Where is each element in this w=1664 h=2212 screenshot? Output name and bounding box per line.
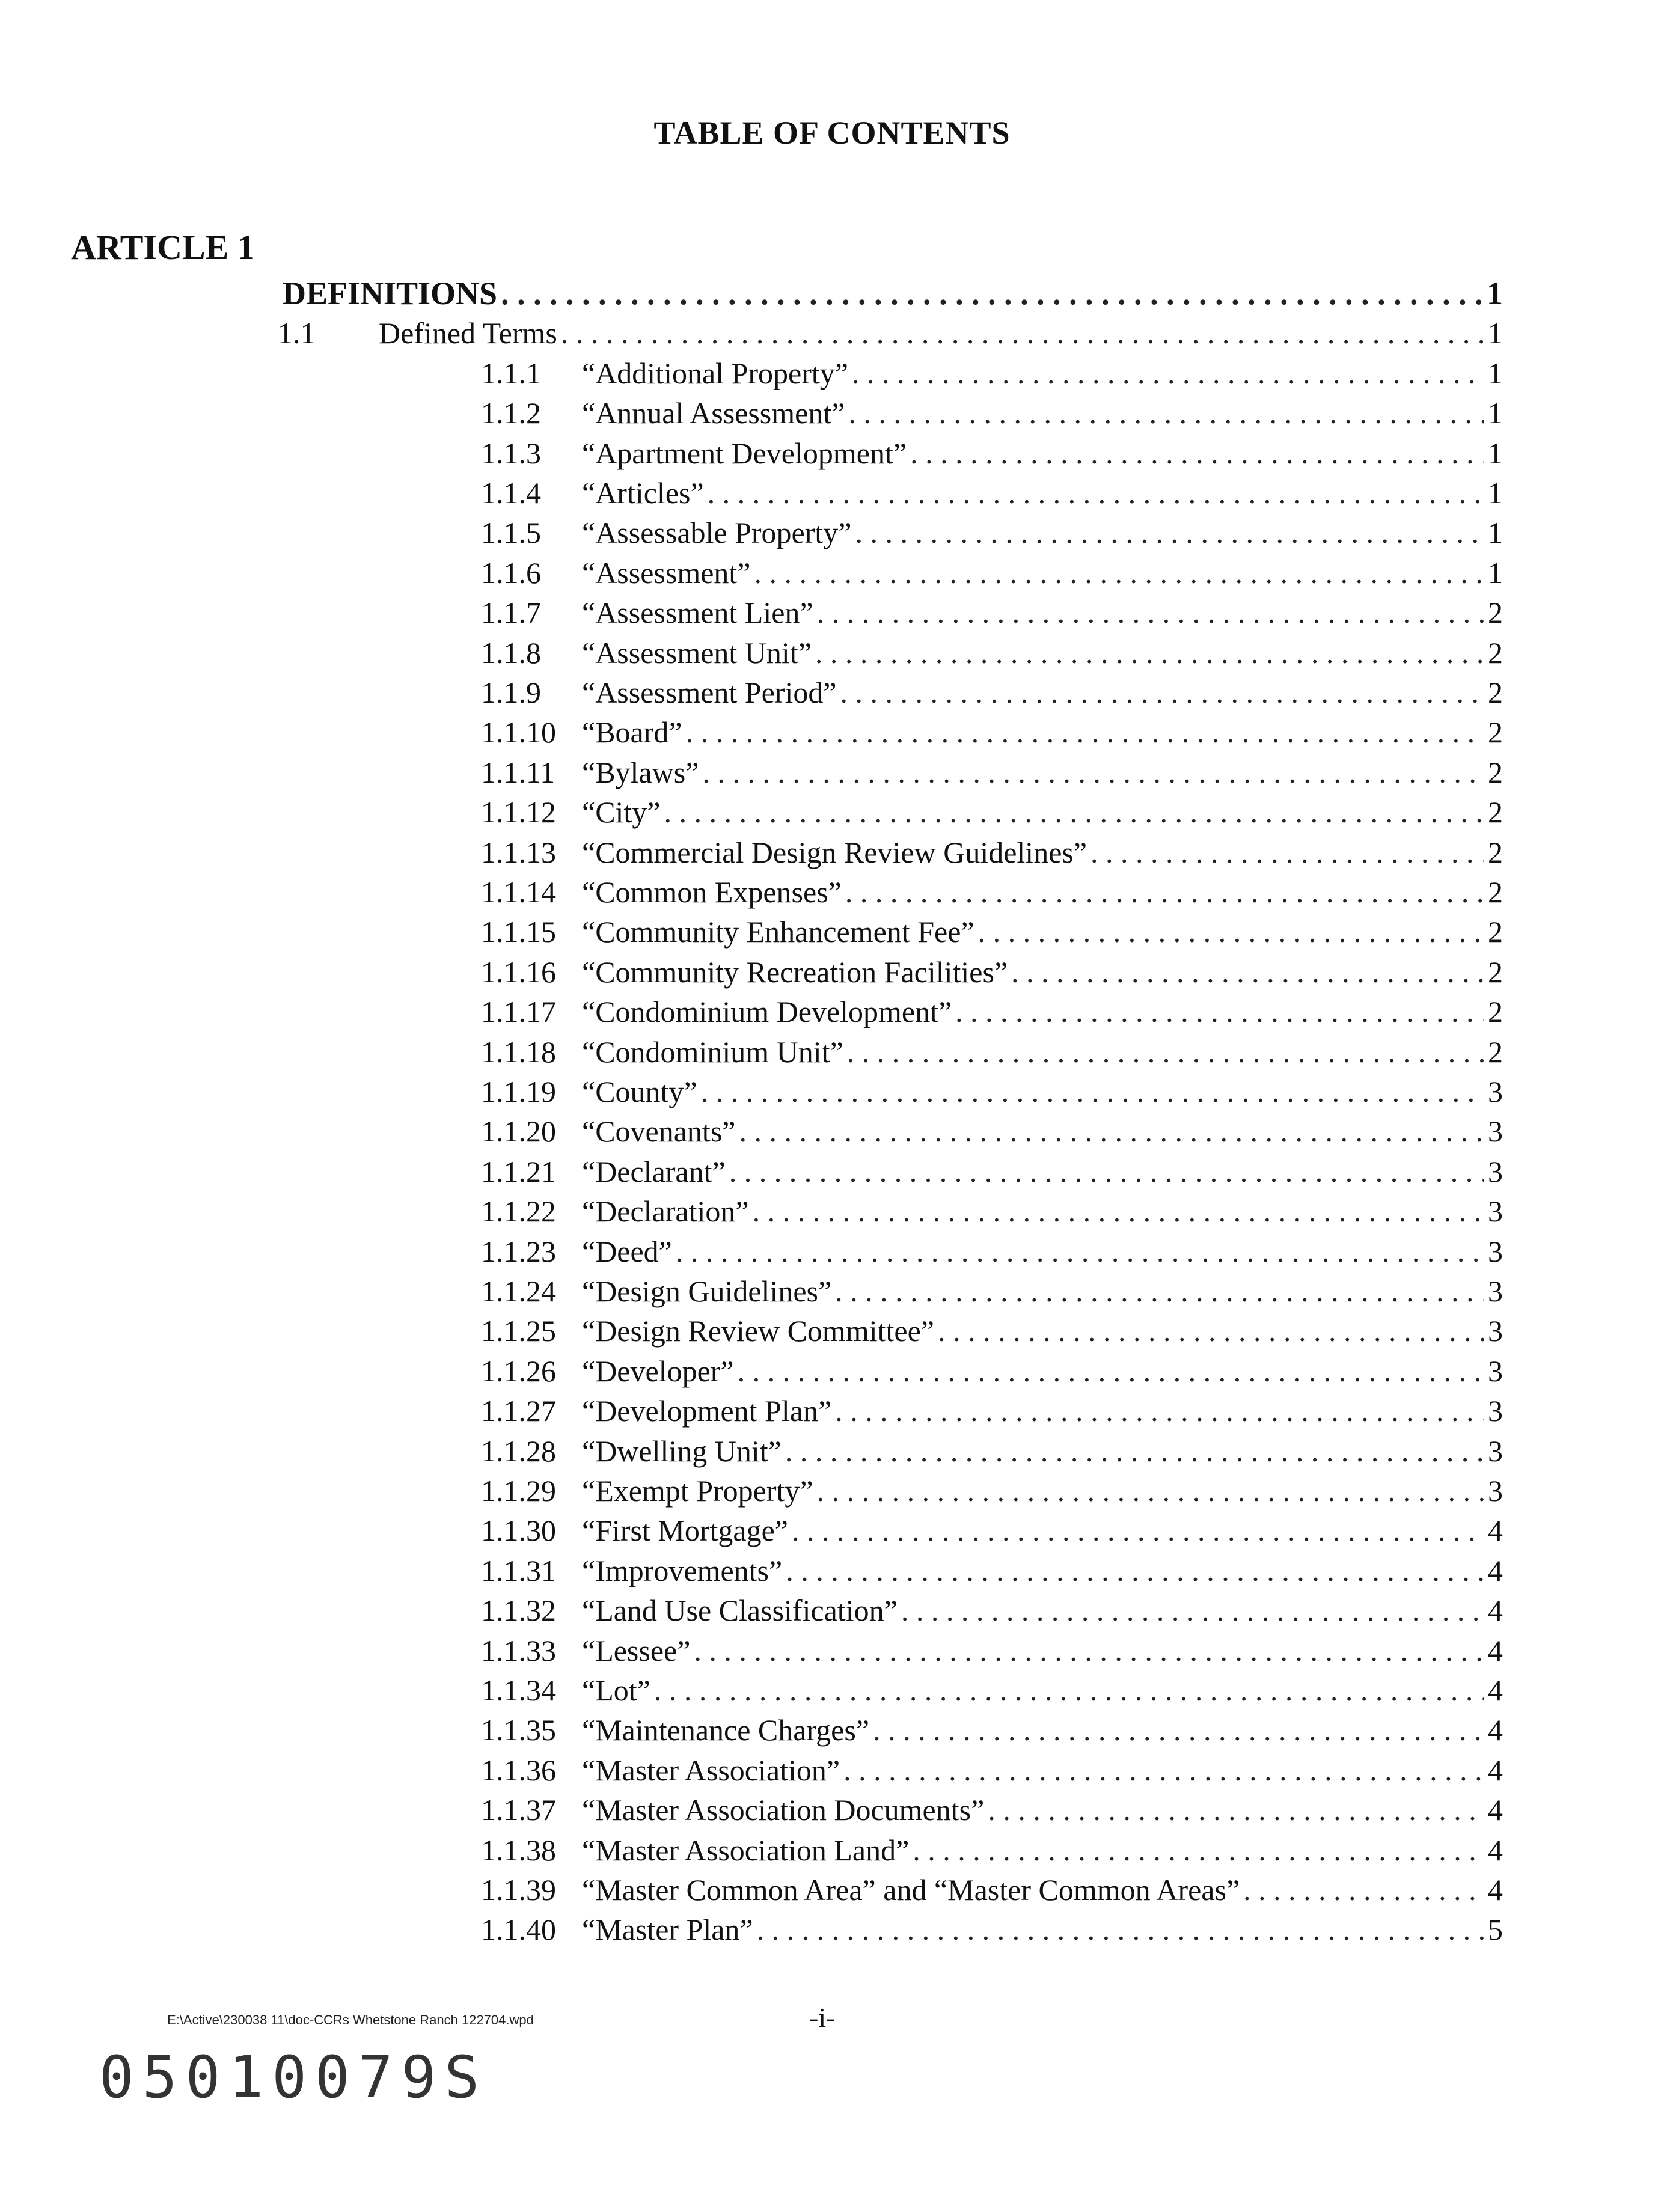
toc-entry	[481, 473, 1503, 513]
toc-entry	[481, 1232, 1503, 1271]
toc-entry-label: “Assessment Lien”	[582, 596, 813, 630]
toc-entry	[481, 1551, 1503, 1590]
toc-entry-label: “Condominium Development”	[582, 995, 952, 1029]
dot-leader	[938, 1311, 1484, 1351]
toc-entry-page: 1	[1487, 275, 1503, 311]
toc-entry-label: “Commercial Design Review Guidelines”	[582, 835, 1087, 869]
toc-entry-number: 1.1.30	[481, 1514, 556, 1548]
dot-leader	[835, 1271, 1484, 1311]
toc-entry-number: 1.1.37	[481, 1793, 556, 1827]
toc-entry	[481, 633, 1503, 673]
toc-entry	[481, 553, 1503, 593]
toc-entry-label: “Community Enhancement Fee”	[582, 915, 974, 949]
dot-leader	[845, 872, 1484, 912]
toc-entry-label: “Master Plan”	[582, 1913, 753, 1947]
toc-entry-label: “Exempt Property”	[582, 1474, 813, 1508]
toc-entry-number: 1.1.5	[481, 516, 541, 550]
dot-leader	[561, 313, 1484, 353]
toc-entry	[481, 1511, 1503, 1550]
toc-entry-page: 3	[1488, 1434, 1503, 1468]
toc-entry-page: 5	[1488, 1913, 1503, 1947]
toc-entry-number: 1.1.23	[481, 1234, 556, 1268]
toc-entry-label: “County”	[582, 1075, 697, 1108]
dot-leader	[708, 473, 1484, 513]
toc-entry-page: 4	[1488, 1553, 1503, 1587]
dot-leader	[753, 1191, 1484, 1231]
dot-leader	[815, 633, 1484, 673]
toc-entry-label: DEFINITIONS	[283, 275, 498, 311]
toc-entry-page: 3	[1488, 1354, 1503, 1388]
dot-leader	[873, 1710, 1484, 1750]
dot-leader	[1243, 1870, 1484, 1910]
toc-entry-label: “Condominium Unit”	[582, 1034, 843, 1069]
toc-entry-page: 2	[1488, 755, 1503, 789]
toc-entry	[481, 353, 1503, 393]
dot-leader	[852, 353, 1484, 393]
toc-entry-page: 3	[1488, 1154, 1503, 1188]
toc-entry-page: 2	[1488, 1034, 1503, 1069]
toc-entry	[481, 593, 1503, 632]
toc-entry-number: 1.1.36	[481, 1753, 556, 1787]
toc-entry-label: “Bylaws”	[582, 755, 699, 789]
dot-leader	[817, 1471, 1484, 1511]
toc-entry-number: 1.1.39	[481, 1873, 556, 1907]
toc-entry-number: 1.1.27	[481, 1394, 556, 1428]
toc-entry	[481, 992, 1503, 1031]
document-stamp: 05010079S	[99, 2044, 488, 2111]
toc-entry	[481, 1631, 1503, 1670]
toc-entry-label: “Assessable Property”	[582, 516, 852, 550]
toc-entry	[481, 673, 1503, 712]
toc-entry-label: “Lot”	[582, 1673, 650, 1707]
toc-entry-number: 1.1.26	[481, 1354, 556, 1388]
toc-entry-page: 3	[1488, 1274, 1503, 1308]
toc-entry-number: 1.1.20	[481, 1114, 556, 1149]
toc-entry-page: 2	[1488, 676, 1503, 709]
toc-entry-number: 1.1.3	[481, 436, 541, 470]
toc-entry-label: “First Mortgage”	[582, 1514, 788, 1548]
toc-entry-page: 3	[1488, 1234, 1503, 1268]
toc-entry-page: 2	[1488, 955, 1503, 989]
dot-leader	[702, 753, 1484, 792]
toc-entry-label: “Assessment Period”	[582, 676, 837, 709]
toc-entry-label: “Covenants”	[582, 1114, 736, 1149]
toc-entry	[481, 1590, 1503, 1630]
toc-entry	[481, 1750, 1503, 1790]
dot-leader	[988, 1790, 1484, 1830]
toc-entry-page: 4	[1488, 1713, 1503, 1747]
toc-entry-page: 1	[1488, 555, 1503, 590]
toc-entry	[481, 1391, 1503, 1431]
toc-entry-label: “Improvements”	[582, 1553, 783, 1587]
dot-leader	[840, 673, 1484, 712]
toc-entry-number: 1.1.31	[481, 1553, 556, 1587]
dot-leader	[739, 1111, 1484, 1151]
toc-entry-number: 1.1.14	[481, 875, 556, 909]
toc-entry-label: “Design Review Committee”	[582, 1314, 934, 1348]
toc-entry-page: 1	[1488, 356, 1503, 390]
dot-leader	[955, 992, 1484, 1031]
dot-leader	[654, 1670, 1484, 1710]
toc-entry-page: 3	[1488, 1194, 1503, 1229]
toc-entry	[481, 1910, 1503, 1949]
toc-entry-label: “Declaration”	[582, 1194, 749, 1229]
toc-entry-label: “Common Expenses”	[582, 875, 842, 909]
toc-entry-label: “Master Association Documents”	[582, 1793, 985, 1827]
toc-entry-number: 1.1.24	[481, 1274, 556, 1308]
toc-entry-label: “Design Guidelines”	[582, 1274, 832, 1308]
toc-entry	[481, 433, 1503, 473]
dot-leader	[910, 433, 1484, 473]
toc-entry-page: 2	[1488, 835, 1503, 869]
toc-entry-page: 2	[1488, 715, 1503, 750]
toc-entry-number: 1.1.38	[481, 1833, 556, 1867]
toc-entry-page: 4	[1488, 1673, 1503, 1707]
toc-entry	[481, 1191, 1503, 1231]
dot-leader	[757, 1910, 1484, 1949]
toc-entry	[481, 1431, 1503, 1471]
toc-entry-number: 1.1.7	[481, 596, 541, 630]
toc-entry-page: 4	[1488, 1593, 1503, 1628]
dot-leader	[664, 792, 1484, 832]
toc-entry-page: 2	[1488, 995, 1503, 1029]
dot-leader	[843, 1750, 1484, 1790]
toc-entry-label: “Board”	[582, 715, 682, 750]
dot-leader	[1090, 833, 1484, 872]
toc-entry-number: 1.1.28	[481, 1434, 556, 1468]
toc-entry	[481, 513, 1503, 552]
article-heading: ARTICLE 1	[71, 228, 255, 267]
dot-leader	[686, 712, 1484, 752]
toc-entry-number: 1.1.18	[481, 1034, 556, 1069]
toc-entry-label: “Master Association”	[582, 1753, 840, 1787]
toc-entry-number: 1.1.25	[481, 1314, 556, 1348]
toc-entry	[283, 273, 1503, 313]
toc-entry-label: “Annual Assessment”	[582, 396, 845, 430]
dot-leader	[786, 1551, 1484, 1590]
toc-entry	[481, 1032, 1503, 1072]
toc-entry-number: 1.1.10	[481, 715, 556, 750]
toc-entry-label: “Community Recreation Facilities”	[582, 955, 1008, 989]
toc-entry-page: 4	[1488, 1753, 1503, 1787]
dot-leader	[701, 1072, 1484, 1111]
dot-leader	[978, 912, 1484, 952]
toc-entry-number: 1.1.33	[481, 1633, 556, 1667]
toc-entry	[481, 1152, 1503, 1191]
dot-leader	[817, 593, 1484, 632]
toc-entry-number: 1.1.29	[481, 1474, 556, 1508]
toc-entry-page: 1	[1488, 436, 1503, 470]
footer-page-number: -i-	[809, 2002, 836, 2033]
toc-entry	[481, 1710, 1503, 1750]
toc-entry-page: 1	[1488, 316, 1503, 350]
toc-entry	[481, 1830, 1503, 1870]
toc-entry	[481, 833, 1503, 872]
toc-entry-page: 1	[1488, 396, 1503, 430]
toc-entry	[481, 952, 1503, 992]
dot-leader	[738, 1351, 1484, 1391]
toc-entry	[481, 712, 1503, 752]
toc-entry	[481, 792, 1503, 832]
toc-entry-label: “Master Association Land”	[582, 1833, 910, 1867]
toc-entry-page: 3	[1488, 1474, 1503, 1508]
toc-entry-number: 1.1.34	[481, 1673, 556, 1707]
toc-entry-number: 1.1.40	[481, 1913, 556, 1947]
toc-entry	[481, 1072, 1503, 1111]
toc-entry-page: 4	[1488, 1793, 1503, 1827]
toc-entry-page: 4	[1488, 1633, 1503, 1667]
toc-entry-number: 1.1.2	[481, 396, 541, 430]
toc-entry	[481, 1271, 1503, 1311]
toc-entry-number: 1.1.21	[481, 1154, 556, 1188]
toc-entry-page: 4	[1488, 1873, 1503, 1907]
toc-entry	[278, 313, 1503, 353]
page-title: TABLE OF CONTENTS	[653, 115, 1011, 151]
toc-entry-label: “Developer”	[582, 1354, 734, 1388]
toc-entry-page: 1	[1488, 476, 1503, 510]
toc-entry-page: 1	[1488, 516, 1503, 550]
toc-entry-page: 4	[1488, 1833, 1503, 1867]
toc-entry-label: “Articles”	[582, 476, 704, 510]
toc-entry-label: “City”	[582, 795, 661, 830]
toc-entry	[481, 1111, 1503, 1151]
toc-entry-label: Defined Terms	[379, 316, 557, 350]
toc-entry-label: “Lessee”	[582, 1633, 691, 1667]
toc-entry	[481, 912, 1503, 952]
toc-entry-number: 1.1.17	[481, 995, 556, 1029]
toc-entry-page: 3	[1488, 1114, 1503, 1149]
dot-leader	[848, 393, 1484, 433]
toc-entry-number: 1.1.8	[481, 635, 541, 670]
toc-entry-number: 1.1.4	[481, 476, 541, 510]
dot-leader	[847, 1032, 1484, 1072]
dot-leader	[785, 1431, 1484, 1471]
toc-entry-page: 2	[1488, 596, 1503, 630]
toc-entry-number: 1.1.13	[481, 835, 556, 869]
toc-entry-label: “Master Common Area” and “Master Common Areas”	[582, 1873, 1240, 1907]
dot-leader	[835, 1391, 1484, 1431]
dot-leader	[855, 513, 1485, 552]
toc-entry-page: 3	[1488, 1075, 1503, 1108]
toc-entry	[481, 1870, 1503, 1910]
toc-entry-label: “Land Use Classification”	[582, 1593, 898, 1628]
toc-entry	[481, 1670, 1503, 1710]
toc-entry-label: “Development Plan”	[582, 1394, 832, 1428]
toc-entry-label: “Deed”	[582, 1234, 672, 1268]
toc-entry-number: 1.1.6	[481, 555, 541, 590]
toc-entry-number: 1.1.12	[481, 795, 556, 830]
dot-leader	[501, 273, 1483, 313]
dot-leader	[694, 1631, 1484, 1670]
toc-entry	[481, 872, 1503, 912]
dot-leader	[729, 1152, 1484, 1191]
toc-entry-number: 1.1.1	[481, 356, 541, 390]
toc-entry-number: 1.1.19	[481, 1075, 556, 1108]
toc-entry-number: 1.1.9	[481, 676, 541, 709]
toc-entry-number: 1.1.32	[481, 1593, 556, 1628]
toc-entry-number: 1.1.15	[481, 915, 556, 949]
toc-entry-page: 2	[1488, 915, 1503, 949]
toc-entry-label: “Apartment Development”	[582, 436, 907, 470]
dot-leader	[792, 1511, 1484, 1550]
toc-entry-page: 2	[1488, 875, 1503, 909]
toc-entry-page: 3	[1488, 1314, 1503, 1348]
toc-entry-page: 2	[1488, 795, 1503, 830]
toc-entry	[481, 393, 1503, 433]
toc-entry-number: 1.1.35	[481, 1713, 556, 1747]
toc-entry-label: “Dwelling Unit”	[582, 1434, 782, 1468]
footer-file-path: E:\Active\230038 11\doc-CCRs Whetstone Ranch 122704.wpd	[167, 2012, 534, 2027]
dot-leader	[676, 1232, 1484, 1271]
toc-entry-page: 2	[1488, 635, 1503, 670]
toc-entry-number: 1.1.22	[481, 1194, 556, 1229]
toc-entry-label: “Declarant”	[582, 1154, 726, 1188]
toc-entry-label: “Maintenance Charges”	[582, 1713, 870, 1747]
toc-entry	[481, 1311, 1503, 1351]
toc-entry-label: “Assessment Unit”	[582, 635, 812, 670]
toc-entry	[481, 1471, 1503, 1511]
toc-entry-number: 1.1	[278, 316, 316, 350]
toc-entry-label: “Assessment”	[582, 555, 751, 590]
toc-entry	[481, 1790, 1503, 1830]
toc-entry-page: 4	[1488, 1514, 1503, 1548]
dot-leader	[901, 1590, 1484, 1630]
toc-entry-number: 1.1.16	[481, 955, 556, 989]
toc-entry-label: “Additional Property”	[582, 356, 848, 390]
toc-entry-number: 1.1.11	[481, 755, 555, 789]
dot-leader	[754, 553, 1485, 593]
toc-entry	[481, 1351, 1503, 1391]
dot-leader	[1011, 952, 1484, 992]
toc-entry-page: 3	[1488, 1394, 1503, 1428]
toc-entry	[481, 753, 1503, 792]
dot-leader	[913, 1830, 1484, 1870]
